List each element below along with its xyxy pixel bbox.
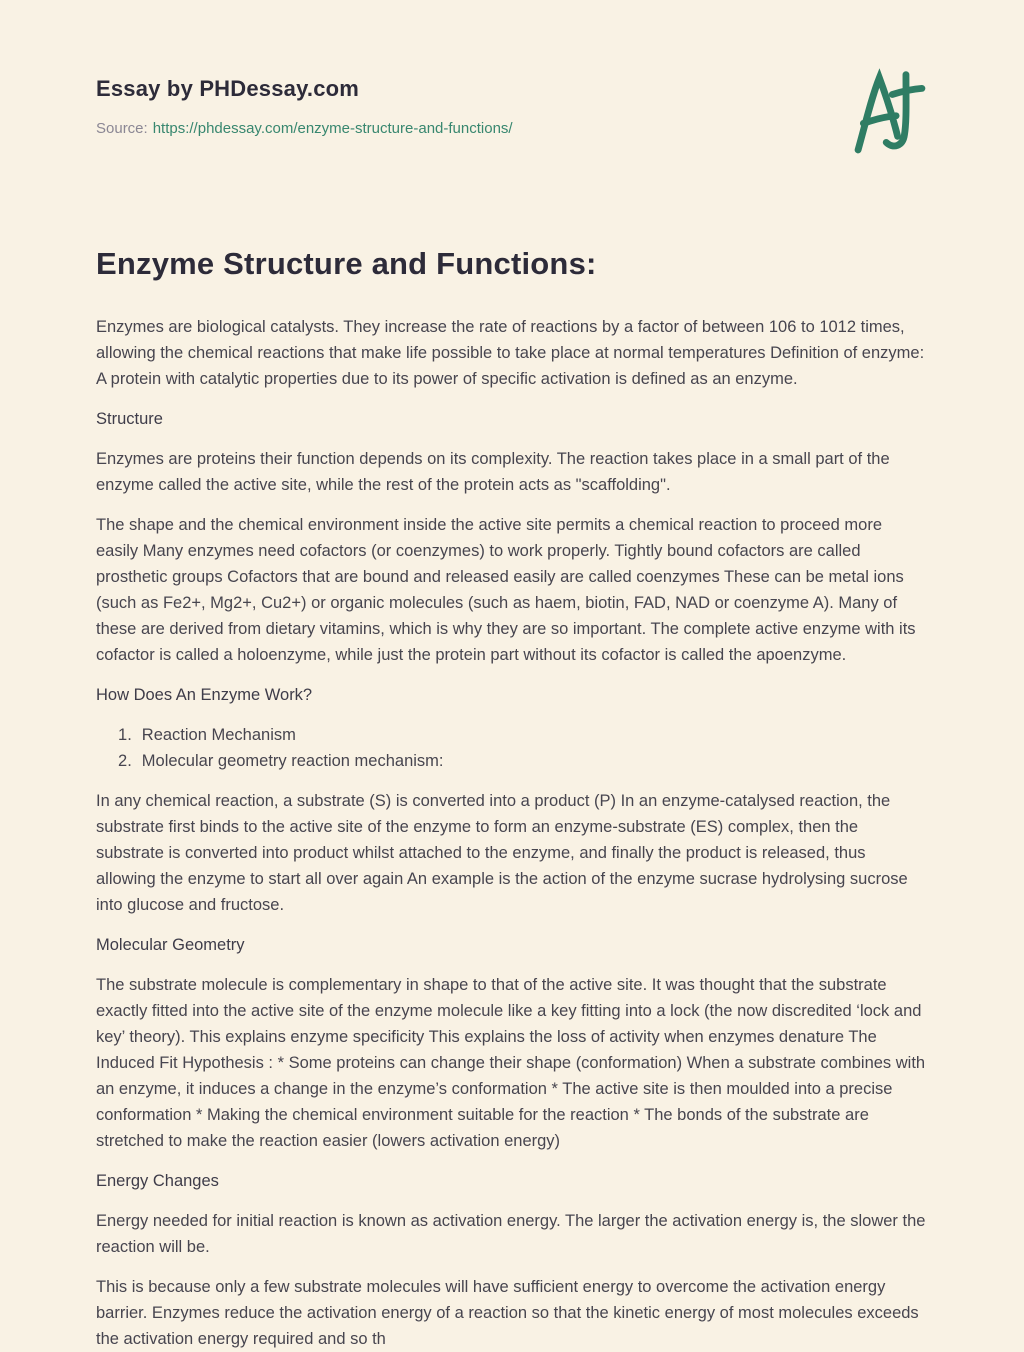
list-item-reaction-mechanism: Reaction Mechanism (141, 726, 296, 744)
source-label: Source: (96, 120, 148, 137)
heading-energy-changes: Energy Changes (96, 1172, 219, 1190)
paragraph-structure-2: The shape and the chemical environment inside the active site permits a chemical reaction to proceed more easily Many enzymes need cofactors (or coenzymes) to work properly. Tightly bound cofactors are called prosthetic groups Cofactors that are bound and released easily are called coenzymes These can be metal ions (such as Fe2+, Mg2+, Cu2+) or organic molecules (such as haem, biotin, FAD, NAD or coenzyme A). Many of these are derived from dietary vitamins, which is why they are so important. The complete active enzyme with its cofactor is called a holoenzyme, while just the protein part without its cofactor is called the apoenzyme. (96, 516, 916, 664)
paragraph-structure-1: Enzymes are proteins their function depends on its complexity. The reaction takes place in a small part of the enzyme called the active site, while the rest of the protein acts as "scaffolding". (96, 450, 890, 494)
paragraph-energy-1: Energy needed for initial reaction is known as activation energy. The larger the activation energy is, the slower the reaction will be. (96, 1212, 926, 1256)
essay-content (96, 246, 928, 1352)
list-item-molecular-geometry: Molecular geometry reaction mechanism: (141, 752, 444, 770)
site-title: Essay by PHDessay.com (96, 76, 360, 101)
heading-how-enzyme-works: How Does An Enzyme Work? (96, 686, 313, 704)
header-text-block (96, 76, 513, 137)
source-line (96, 120, 513, 137)
article-title: Enzyme Structure and Functions: (96, 246, 597, 281)
phdessay-logo-icon (852, 68, 928, 162)
page-header (96, 76, 928, 162)
paragraph-molecular-geometry: The substrate molecule is complementary in shape to that of the active site. It was thought that the substrate exactly fitted into the active site of the enzyme molecule like a key fitting into a lock (the now discredited ‘lock and key’ theory). This explains enzyme specificity This explains the loss of activity when enzymes denature The Induced Fit Hypothesis : * Some proteins can change their shape (conformation) When a substrate combines with an enzyme, it induces a change in the enzyme’s conformation * The active site is then moulded into a precise conformation * Making the chemical environment suitable for the reaction * The bonds of the substrate are stretched to make the reaction easier (lowers activation energy) (96, 976, 926, 1150)
heading-structure: Structure (96, 410, 163, 428)
heading-molecular-geometry: Molecular Geometry (96, 936, 245, 954)
source-url-link[interactable]: https://phdessay.com/enzyme-structure-and-functions/ (152, 120, 513, 137)
paragraph-reaction-mechanism: In any chemical reaction, a substrate (S) is converted into a product (P) In an enzyme-catalysed reaction, the substrate first binds to the active site of the enzyme to form an enzyme-substrate (ES) complex, then the substrate is converted into product whilst attached to the enzyme, and finally the product is released, thus allowing the enzyme to start all over again An example is the action of the enzyme sucrase hydrolysing sucrose into glucose and fructose. (96, 792, 908, 914)
how-enzyme-works-list (96, 722, 928, 774)
paragraph-intro: Enzymes are biological catalysts. They increase the rate of reactions by a factor of between 106 to 1012 times, allowing the chemical reactions that make life possible to take place at normal temperatures Definition of enzyme: A protein with catalytic properties due to its power of specific activation is defined as an enzyme. (96, 318, 925, 388)
paragraph-energy-2: This is because only a few substrate molecules will have sufficient energy to overcome the activation energy barrier. Enzymes reduce the activation energy of a reaction so that the kinetic energy of most molecules exceeds the activation energy required and so th (96, 1278, 919, 1348)
